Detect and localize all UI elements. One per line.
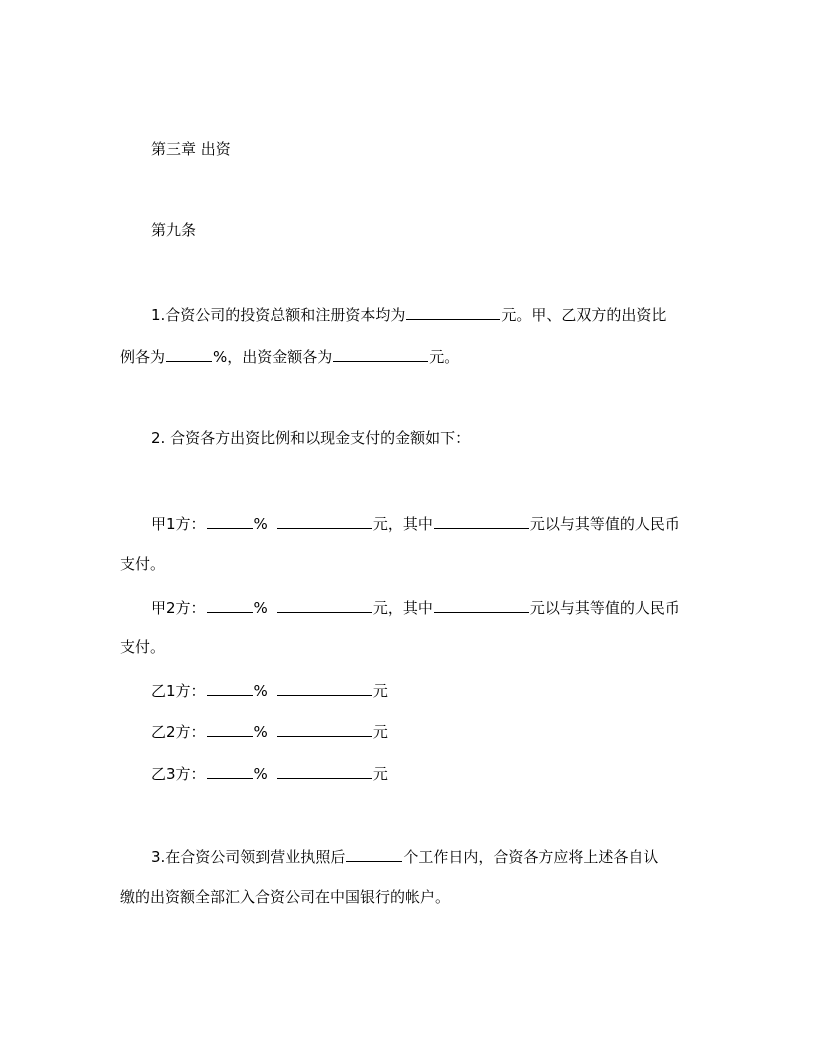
- party-pct-blank[interactable]: [207, 762, 253, 779]
- clause-3-line-1: 3.在合资公司领到营业执照后 个工作日内，合资各方应将上述各自认: [151, 845, 658, 867]
- party-label: 乙2方：: [151, 723, 206, 741]
- party-amount-blank[interactable]: [277, 679, 372, 696]
- party-pct-blank[interactable]: [207, 512, 253, 529]
- clause-1-line-1: 1.合资公司的投资总额和注册资本均为 元。甲、乙双方的出资比: [151, 303, 666, 325]
- party-cash-blank[interactable]: [434, 512, 529, 529]
- party-row-continuation: 支付。: [120, 638, 166, 656]
- party-cash-blank[interactable]: [434, 596, 529, 613]
- party-pct-blank[interactable]: [207, 679, 253, 696]
- party-amount-blank[interactable]: [277, 512, 372, 529]
- party-amount-blank[interactable]: [277, 720, 372, 737]
- party-row-continuation: 支付。: [120, 555, 166, 573]
- total-investment-blank[interactable]: [406, 303, 500, 320]
- party-pct-blank[interactable]: [207, 720, 253, 737]
- party-amount-blank[interactable]: [277, 596, 372, 613]
- ratio-blank[interactable]: [166, 345, 212, 362]
- amount-blank[interactable]: [333, 345, 428, 362]
- party-label: 甲2方：: [151, 599, 206, 617]
- party-pct-blank[interactable]: [207, 596, 253, 613]
- clause-3-line-2: 缴的出资额全部汇入合资公司在中国银行的帐户。: [120, 888, 451, 906]
- party-row: 乙2方： % 元: [151, 720, 388, 742]
- party-label: 乙3方：: [151, 765, 206, 783]
- party-row: 甲2方： % 元，其中 元以与其等值的人民币: [151, 596, 680, 618]
- party-row: 甲1方： % 元，其中 元以与其等值的人民币: [151, 512, 680, 534]
- article-title: 第九条: [151, 221, 197, 239]
- clause-2: 2. 合资各方出资比例和以现金支付的金额如下：: [151, 429, 471, 447]
- chapter-title: 第三章 出资: [151, 140, 231, 158]
- party-row: 乙3方： % 元: [151, 762, 388, 784]
- party-amount-blank[interactable]: [277, 762, 372, 779]
- clause-1-line-2: 例各为 %，出资金额各为 元。: [120, 345, 459, 367]
- party-label: 乙1方：: [151, 682, 206, 700]
- working-days-blank[interactable]: [346, 845, 402, 862]
- party-label: 甲1方：: [151, 515, 206, 533]
- party-row: 乙1方： % 元: [151, 679, 388, 701]
